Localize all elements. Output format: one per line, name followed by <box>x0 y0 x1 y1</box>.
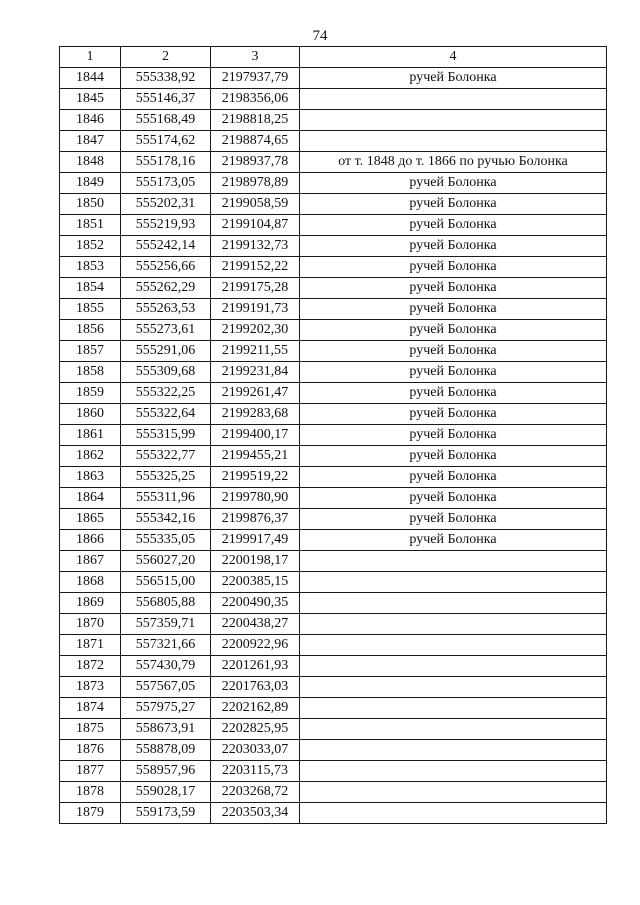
point-number-cell: 1853 <box>60 257 121 278</box>
description-cell: ручей Болонка <box>300 173 607 194</box>
y-coordinate-cell: 2199519,22 <box>211 467 300 488</box>
description-cell: ручей Болонка <box>300 341 607 362</box>
y-coordinate-cell: 2200922,96 <box>211 635 300 656</box>
y-coordinate-cell: 2199400,17 <box>211 425 300 446</box>
y-coordinate-cell: 2200385,15 <box>211 572 300 593</box>
table-row <box>60 803 607 824</box>
table-row <box>60 257 607 278</box>
description-cell: ручей Болонка <box>300 509 607 530</box>
point-number-cell: 1870 <box>60 614 121 635</box>
point-number-cell: 1861 <box>60 425 121 446</box>
x-coordinate-cell: 555178,16 <box>121 152 211 173</box>
description-cell <box>300 719 607 740</box>
y-coordinate-cell: 2202162,89 <box>211 698 300 719</box>
y-coordinate-cell: 2198978,89 <box>211 173 300 194</box>
x-coordinate-cell: 556515,00 <box>121 572 211 593</box>
point-number-cell: 1867 <box>60 551 121 572</box>
description-cell <box>300 803 607 824</box>
point-number-cell: 1876 <box>60 740 121 761</box>
description-cell: ручей Болонка <box>300 530 607 551</box>
x-coordinate-cell: 559173,59 <box>121 803 211 824</box>
point-number-cell: 1844 <box>60 68 121 89</box>
table-row <box>60 194 607 215</box>
x-coordinate-cell: 555311,96 <box>121 488 211 509</box>
table-row <box>60 698 607 719</box>
table-row <box>60 110 607 131</box>
table-row <box>60 299 607 320</box>
y-coordinate-cell: 2197937,79 <box>211 68 300 89</box>
x-coordinate-cell: 555291,06 <box>121 341 211 362</box>
x-coordinate-cell: 555342,16 <box>121 509 211 530</box>
x-coordinate-cell: 556027,20 <box>121 551 211 572</box>
table-row <box>60 593 607 614</box>
description-cell <box>300 635 607 656</box>
x-coordinate-cell: 555173,05 <box>121 173 211 194</box>
point-number-cell: 1875 <box>60 719 121 740</box>
point-number-cell: 1859 <box>60 383 121 404</box>
table-row <box>60 635 607 656</box>
table-row <box>60 719 607 740</box>
point-number-cell: 1872 <box>60 656 121 677</box>
table-row <box>60 467 607 488</box>
x-coordinate-cell: 559028,17 <box>121 782 211 803</box>
description-cell <box>300 761 607 782</box>
point-number-cell: 1849 <box>60 173 121 194</box>
y-coordinate-cell: 2203268,72 <box>211 782 300 803</box>
x-coordinate-cell: 555322,25 <box>121 383 211 404</box>
y-coordinate-cell: 2199058,59 <box>211 194 300 215</box>
point-number-cell: 1851 <box>60 215 121 236</box>
x-coordinate-cell: 555202,31 <box>121 194 211 215</box>
x-coordinate-cell: 558878,09 <box>121 740 211 761</box>
point-number-cell: 1857 <box>60 341 121 362</box>
table-row <box>60 89 607 110</box>
point-number-cell: 1854 <box>60 278 121 299</box>
description-cell: ручей Болонка <box>300 488 607 509</box>
table-row <box>60 488 607 509</box>
y-coordinate-cell: 2202825,95 <box>211 719 300 740</box>
point-number-cell: 1878 <box>60 782 121 803</box>
table-row <box>60 341 607 362</box>
point-number-cell: 1863 <box>60 467 121 488</box>
table-row <box>60 320 607 341</box>
description-cell: ручей Болонка <box>300 446 607 467</box>
description-cell <box>300 614 607 635</box>
description-cell: ручей Болонка <box>300 362 607 383</box>
y-coordinate-cell: 2199261,47 <box>211 383 300 404</box>
y-coordinate-cell: 2203033,07 <box>211 740 300 761</box>
y-coordinate-cell: 2199175,28 <box>211 278 300 299</box>
x-coordinate-cell: 557430,79 <box>121 656 211 677</box>
x-coordinate-cell: 555262,29 <box>121 278 211 299</box>
y-coordinate-cell: 2199876,37 <box>211 509 300 530</box>
y-coordinate-cell: 2199455,21 <box>211 446 300 467</box>
description-cell: ручей Болонка <box>300 299 607 320</box>
description-cell: ручей Болонка <box>300 383 607 404</box>
x-coordinate-cell: 557359,71 <box>121 614 211 635</box>
table-row <box>60 761 607 782</box>
description-cell: ручей Болонка <box>300 215 607 236</box>
description-cell <box>300 698 607 719</box>
y-coordinate-cell: 2198818,25 <box>211 110 300 131</box>
point-number-cell: 1874 <box>60 698 121 719</box>
table-row <box>60 677 607 698</box>
table-row <box>60 509 607 530</box>
y-coordinate-cell: 2201261,93 <box>211 656 300 677</box>
y-coordinate-cell: 2199231,84 <box>211 362 300 383</box>
point-number-cell: 1868 <box>60 572 121 593</box>
y-coordinate-cell: 2203115,73 <box>211 761 300 782</box>
table-row <box>60 362 607 383</box>
point-number-cell: 1879 <box>60 803 121 824</box>
description-cell <box>300 131 607 152</box>
y-coordinate-cell: 2198937,78 <box>211 152 300 173</box>
table-row <box>60 68 607 89</box>
table-row <box>60 173 607 194</box>
y-coordinate-cell: 2199152,22 <box>211 257 300 278</box>
table-row <box>60 782 607 803</box>
description-cell <box>300 677 607 698</box>
description-cell: ручей Болонка <box>300 467 607 488</box>
table-row <box>60 131 607 152</box>
x-coordinate-cell: 555273,61 <box>121 320 211 341</box>
point-number-cell: 1858 <box>60 362 121 383</box>
y-coordinate-cell: 2201763,03 <box>211 677 300 698</box>
x-coordinate-cell: 556805,88 <box>121 593 211 614</box>
table-row <box>60 740 607 761</box>
x-coordinate-cell: 555174,62 <box>121 131 211 152</box>
page-number: 74 <box>312 28 328 44</box>
header-col-2: 2 <box>121 47 211 68</box>
table-row <box>60 446 607 467</box>
description-cell <box>300 593 607 614</box>
table-row <box>60 614 607 635</box>
point-number-cell: 1873 <box>60 677 121 698</box>
description-cell <box>300 740 607 761</box>
point-number-cell: 1860 <box>60 404 121 425</box>
y-coordinate-cell: 2200198,17 <box>211 551 300 572</box>
table-row <box>60 425 607 446</box>
point-number-cell: 1856 <box>60 320 121 341</box>
x-coordinate-cell: 555219,93 <box>121 215 211 236</box>
y-coordinate-cell: 2199132,73 <box>211 236 300 257</box>
y-coordinate-cell: 2198356,06 <box>211 89 300 110</box>
point-number-cell: 1877 <box>60 761 121 782</box>
y-coordinate-cell: 2198874,65 <box>211 131 300 152</box>
table-row <box>60 656 607 677</box>
description-cell: ручей Болонка <box>300 278 607 299</box>
y-coordinate-cell: 2199211,55 <box>211 341 300 362</box>
y-coordinate-cell: 2199191,73 <box>211 299 300 320</box>
point-number-cell: 1871 <box>60 635 121 656</box>
point-number-cell: 1847 <box>60 131 121 152</box>
x-coordinate-cell: 557975,27 <box>121 698 211 719</box>
header-col-4: 4 <box>300 47 607 68</box>
description-cell: ручей Болонка <box>300 320 607 341</box>
x-coordinate-cell: 555338,92 <box>121 68 211 89</box>
table-row <box>60 152 607 173</box>
x-coordinate-cell: 555322,64 <box>121 404 211 425</box>
x-coordinate-cell: 558957,96 <box>121 761 211 782</box>
table-header <box>60 47 607 68</box>
table-row <box>60 551 607 572</box>
header-row <box>60 47 607 68</box>
description-cell <box>300 572 607 593</box>
x-coordinate-cell: 555335,05 <box>121 530 211 551</box>
description-cell: ручей Болонка <box>300 257 607 278</box>
table-row <box>60 404 607 425</box>
y-coordinate-cell: 2199780,90 <box>211 488 300 509</box>
x-coordinate-cell: 555146,37 <box>121 89 211 110</box>
y-coordinate-cell: 2199202,30 <box>211 320 300 341</box>
x-coordinate-cell: 555309,68 <box>121 362 211 383</box>
coordinates-table <box>59 46 607 824</box>
description-cell <box>300 656 607 677</box>
header-col-1: 1 <box>60 47 121 68</box>
x-coordinate-cell: 555256,66 <box>121 257 211 278</box>
y-coordinate-cell: 2200438,27 <box>211 614 300 635</box>
description-cell <box>300 782 607 803</box>
y-coordinate-cell: 2203503,34 <box>211 803 300 824</box>
header-col-3: 3 <box>211 47 300 68</box>
point-number-cell: 1846 <box>60 110 121 131</box>
x-coordinate-cell: 557567,05 <box>121 677 211 698</box>
table-row <box>60 278 607 299</box>
point-number-cell: 1850 <box>60 194 121 215</box>
point-number-cell: 1845 <box>60 89 121 110</box>
description-cell: ручей Болонка <box>300 68 607 89</box>
point-number-cell: 1864 <box>60 488 121 509</box>
y-coordinate-cell: 2199104,87 <box>211 215 300 236</box>
table-row <box>60 530 607 551</box>
table-row <box>60 215 607 236</box>
description-cell <box>300 110 607 131</box>
table-row <box>60 572 607 593</box>
point-number-cell: 1852 <box>60 236 121 257</box>
x-coordinate-cell: 555263,53 <box>121 299 211 320</box>
x-coordinate-cell: 555168,49 <box>121 110 211 131</box>
y-coordinate-cell: 2199283,68 <box>211 404 300 425</box>
point-number-cell: 1869 <box>60 593 121 614</box>
x-coordinate-cell: 555242,14 <box>121 236 211 257</box>
description-cell: ручей Болонка <box>300 425 607 446</box>
x-coordinate-cell: 557321,66 <box>121 635 211 656</box>
x-coordinate-cell: 558673,91 <box>121 719 211 740</box>
point-number-cell: 1848 <box>60 152 121 173</box>
point-number-cell: 1862 <box>60 446 121 467</box>
table-row <box>60 236 607 257</box>
x-coordinate-cell: 555325,25 <box>121 467 211 488</box>
description-cell: ручей Болонка <box>300 404 607 425</box>
point-number-cell: 1865 <box>60 509 121 530</box>
description-cell: ручей Болонка <box>300 236 607 257</box>
description-cell <box>300 89 607 110</box>
point-number-cell: 1866 <box>60 530 121 551</box>
x-coordinate-cell: 555315,99 <box>121 425 211 446</box>
point-number-cell: 1855 <box>60 299 121 320</box>
table-body <box>60 68 607 824</box>
y-coordinate-cell: 2199917,49 <box>211 530 300 551</box>
x-coordinate-cell: 555322,77 <box>121 446 211 467</box>
description-cell <box>300 551 607 572</box>
description-cell: от т. 1848 до т. 1866 по ручью Болонка <box>300 152 607 173</box>
y-coordinate-cell: 2200490,35 <box>211 593 300 614</box>
table-row <box>60 383 607 404</box>
description-cell: ручей Болонка <box>300 194 607 215</box>
